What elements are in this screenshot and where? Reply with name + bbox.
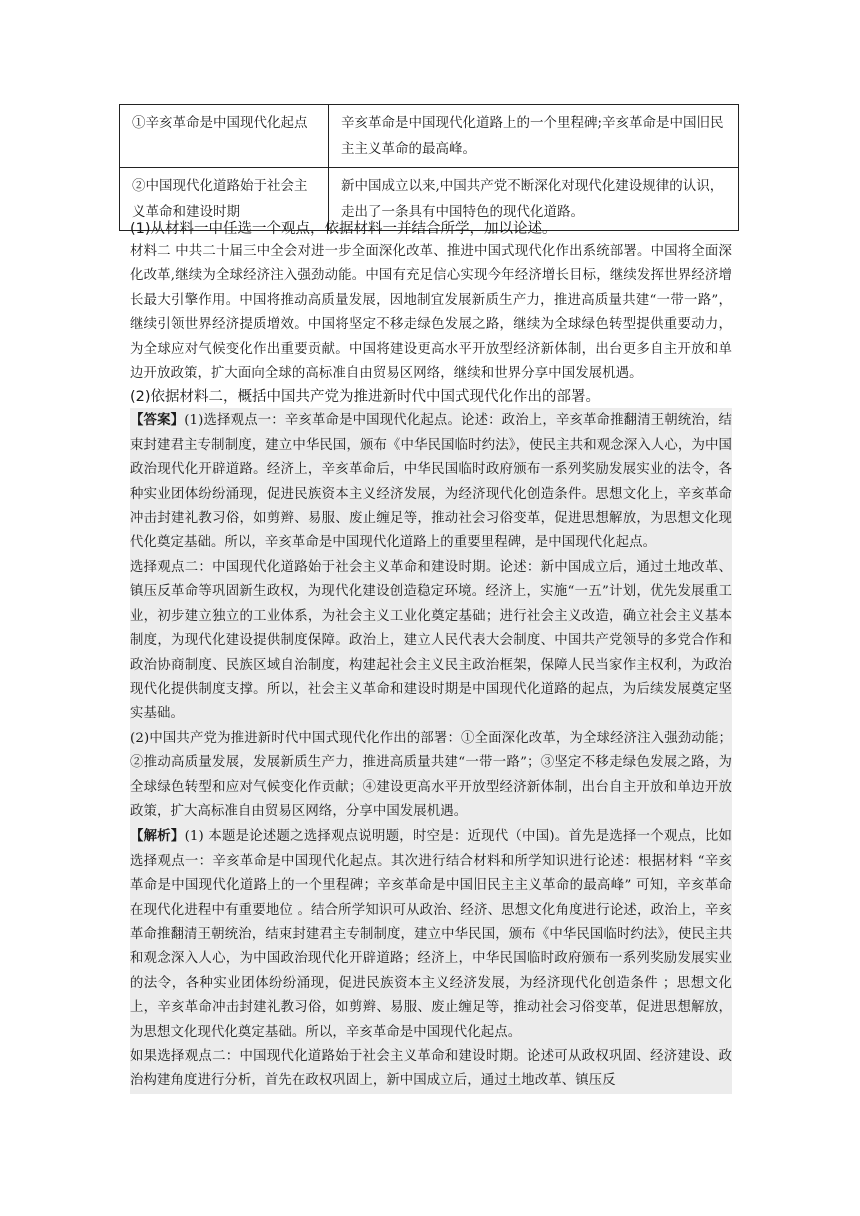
answer-paragraph-3: (2)中国共产党为推进新时代中国式现代化作出的部署：①全面深化改革，为全球经济注入强劲动能；②推动高质量发展，发展新质生产力，推进高质量共建“一带一路”；③坚定不移走绿色发展之路，为全球绿色转型和应对气候变化作贡献；④建设更高水平开放型经济新体制，出台自主开放和单边开放政策，扩大高标准自由贸易区网络，分享中国发展机遇。 [130, 727, 732, 825]
material-2: 材料二 中共二十届三中全会对进一步全面深化改革、推进中国式现代化作出系统部署。中国将全面深化改革,继续为全球经济注入强劲动能。中国有充足信心实现今年经济增长目标，继续发挥世界经济增长最大引擎作用。中国将推动高质量发展，因地制宜发展新质生产力，推进高质量共建“一带一路”，继续引领世界经济提质增效。中国将坚定不移走绿色发展之路，继续为全球绿色转型提供重要动力，为全球应对气候变化作出重要贡献。中国将建设更高水平开放型经济新体制，出台更多自主开放和单边开放政策，扩大面向全球的高标准自由贸易区网络，继续和世界分享中国发展机遇。 [130, 244, 732, 382]
table-cell-evidence: 辛亥革命是中国现代化道路上的一个里程碑;辛亥革命是中国旧民主主义革命的最高峰。 [329, 105, 739, 168]
analysis-label: 【解析】 [130, 828, 185, 845]
table-cell-evidence: 新中国成立以来,中国共产党不断深化对现代化建设规律的认识，走出了一条具有中国特色的现代化道路。 [329, 168, 739, 231]
answer-text-1: (1)选择观点一：辛亥革命是中国现代化起点。论述：政治上，辛亥革命推翻清王朝统治，结束封建君主专制制度，建立中华民国，颁布《中华民国临时约法》，使民主共和观念深入人心，为中国政治现代化开辟道路。经济上，辛亥革命后，中华民国临时政府颁布一系列奖励发展实业的法令，各种实业团体纷纷涌现，促进民族资本主义经济发展，为经济现代化创造条件。思想文化上，辛亥革命冲击封建礼教习俗，如剪辫、易服、废止缠足等，推动社会习俗变革，促进思想解放，为思想文化现代化奠定基础。所以，辛亥革命是中国现代化道路上的重要里程碑，是中国现代化起点。 [130, 413, 732, 551]
table-row [120, 105, 739, 168]
analysis-paragraph-1 [130, 824, 732, 1045]
analysis-text-1: (1) 本题是论述题之选择观点说明题，时空是：近现代（中国)。首先是选择一个观点，比如选择观点一：辛亥革命是中国现代化起点。其次进行结合材料和所学知识进行论述：根据材料 “辛亥革命是中国现代化道路上的一个里程碑；辛亥革命是中国旧民主主义革命的最高峰” 可知，辛亥革命在现代化进程中有重要地位 。结合所学知识可从政治、经济、思想文化角度进行论述，政治上，辛亥革命推翻清王朝统治，结束封建君主专制制度，建立中华民国，颁布《中华民国临时约法》，使民主共和观念深入人心，为中国政治现代化开辟道路；经济上，中华民国临时政府颁布一系列奖励发展实业的法令，各种实业团体纷纷涌现，促进民族资本主义经济发展，为经济现代化创造条件 ；思想文化上，辛亥革命冲击封建礼教习俗，如剪辫、易服、废止缠足等，推动社会习俗变革，促进思想解放，为思想文化现代化奠定基础。所以，辛亥革命是中国现代化起点。 [130, 829, 732, 1040]
table-cell-view: ②中国现代化道路始于社会主义革命和建设时期 [120, 168, 329, 231]
analysis-paragraph-2: 如果选择观点二：中国现代化道路始于社会主义革命和建设时期。论述可从政权巩固、经济建设、政治构建角度进行分析，首先在政权巩固上，新中国成立后，通过土地改革、镇压反 [130, 1045, 732, 1094]
question-1: (1)从材料一中任选一个观点，依据材料一并结合所学，加以论述。 [130, 221, 557, 237]
question-2: (2)依据材料二，概括中国共产党为推进新时代中国式现代化作出的部署。 [130, 389, 601, 406]
answer-paragraph-2: 选择观点二：中国现代化道路始于社会主义革命和建设时期。论述：新中国成立后，通过土地改革、镇压反革命等巩固新生政权，为现代化建设创造稳定环境。经济上，实施“一五”计划，优先发展重工业，初步建立独立的工业体系，为社会主义工业化奠定基础；进行社会主义改造，确立社会主义基本制度，为现代化建设提供制度保障。政治上，建立人民代表大会制度、中国共产党领导的多党合作和政治协商制度、民族区域自治制度，构建起社会主义民主政治框架，保障人民当家作主权利，为政治现代化提供制度支撑。所以，社会主义革命和建设时期是中国现代化道路的起点，为后续发展奠定坚实基础。 [130, 556, 732, 727]
answer-paragraph-1 [130, 408, 732, 555]
answer-label: 【答案】 [130, 412, 185, 429]
document-body [130, 218, 732, 1094]
table-cell-view: ①辛亥革命是中国现代化起点 [120, 105, 329, 168]
viewpoint-table [119, 104, 739, 231]
